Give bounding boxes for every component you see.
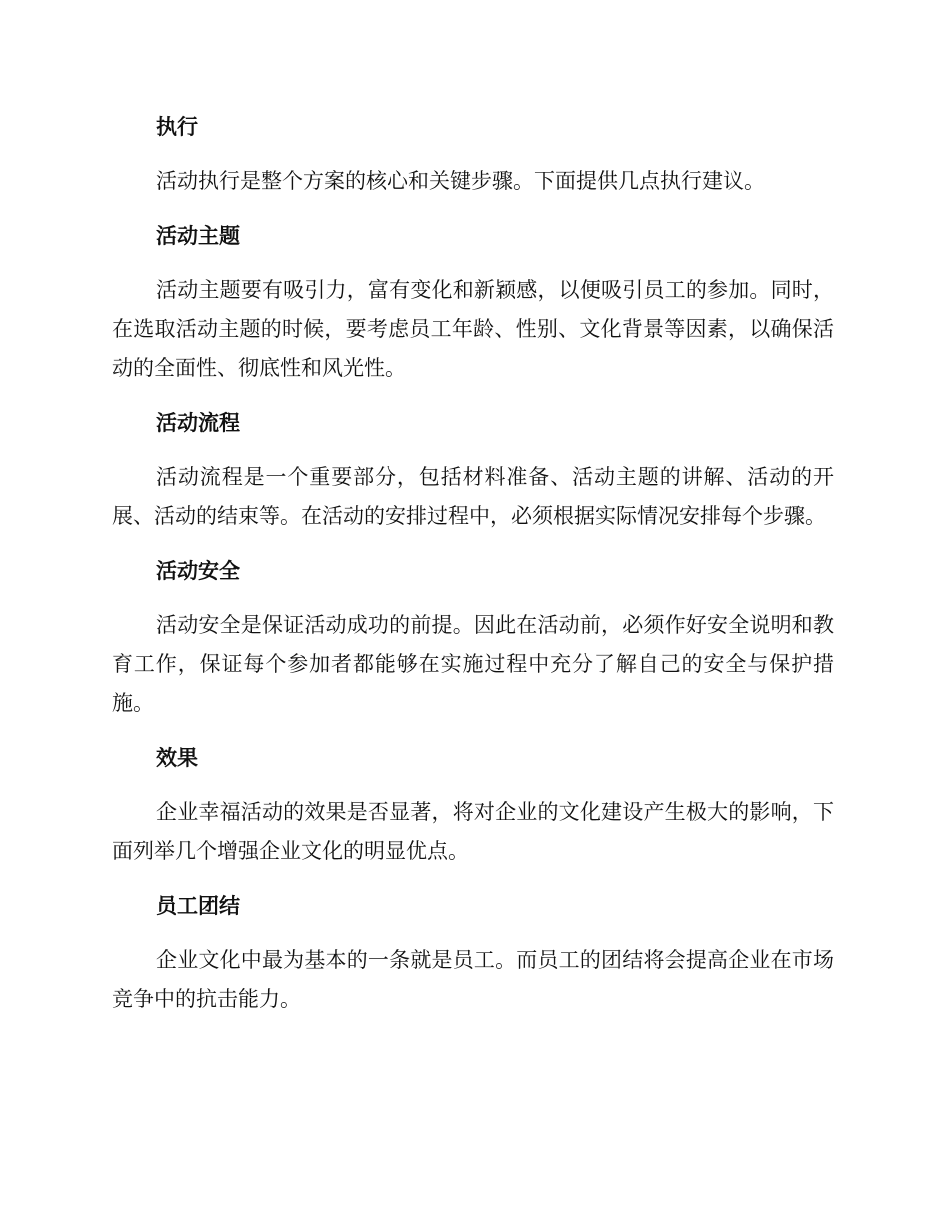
section-heading-effect: 效果 — [156, 746, 198, 770]
section-body-effect: 企业幸福活动的效果是否显著，将对企业的文化建设产生极大的影响，下面列举几个增强企业文化的明显优点。 — [112, 800, 834, 863]
section-heading-activity-safety: 活动安全 — [156, 559, 240, 583]
section-heading-execution: 执行 — [156, 115, 198, 139]
section-body-team-unity: 企业文化中最为基本的一条就是员工。而员工的团结将会提高企业在市场竞争中的抗击能力。 — [112, 948, 834, 1011]
document-page — [112, 108, 834, 1035]
section-heading-activity-process: 活动流程 — [156, 411, 240, 435]
section-heading-activity-theme: 活动主题 — [156, 224, 240, 248]
section-heading-team-unity: 员工团结 — [156, 894, 240, 918]
section-body-activity-safety: 活动安全是保证活动成功的前提。因此在活动前，必须作好安全说明和教育工作，保证每个参加者都能够在实施过程中充分了解自己的安全与保护措施。 — [112, 613, 834, 715]
section-body-execution: 活动执行是整个方案的核心和关键步骤。下面提供几点执行建议。 — [156, 169, 765, 193]
section-body-activity-theme: 活动主题要有吸引力，富有变化和新颖感，以便吸引员工的参加。同时，在选取活动主题的时候，要考虑员工年龄、性别、文化背景等因素，以确保活动的全面性、彻底性和风光性。 — [112, 278, 834, 380]
section-body-activity-process: 活动流程是一个重要部分，包括材料准备、活动主题的讲解、活动的开展、活动的结束等。在活动的安排过程中，必须根据实际情况安排每个步骤。 — [112, 465, 834, 528]
